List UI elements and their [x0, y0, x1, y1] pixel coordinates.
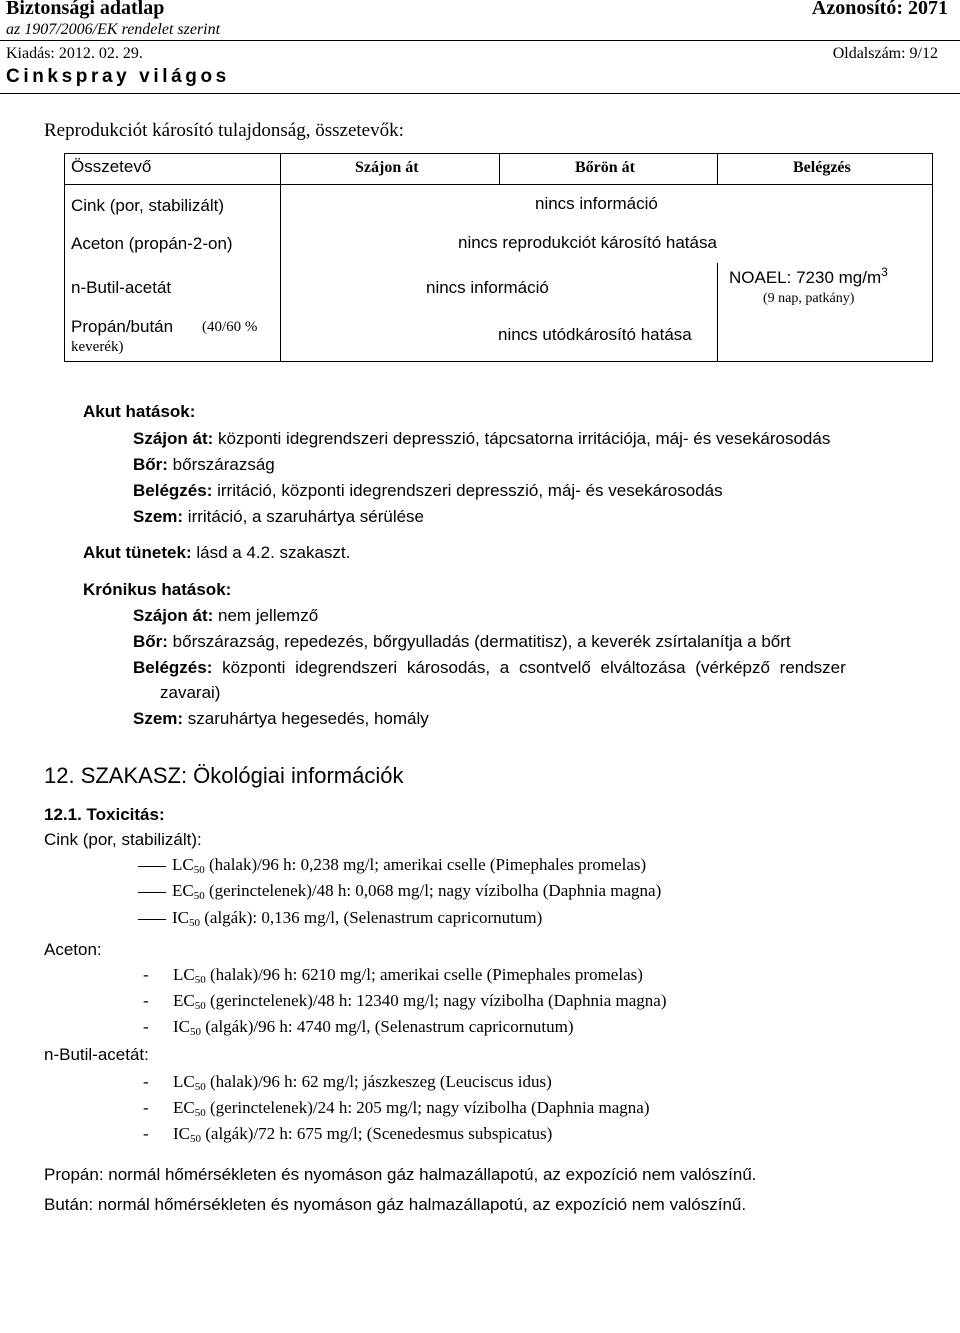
table-header-divider	[65, 184, 932, 185]
propane-note: Propán: normál hőmérsékleten és nyomáson gáz halmazállapotú, az expozíció nem valószínű.	[44, 1165, 757, 1184]
issue-date: Kiadás: 2012. 02. 29.	[6, 45, 143, 62]
component-propane-butane: Propán/bután	[71, 317, 174, 336]
acute-inhalation: Belégzés: irritáció, központi idegrendszeri depresszió, máj- és vesekárosodás	[133, 481, 723, 500]
table-col-divider	[499, 154, 500, 184]
page-number: Oldalszám: 9/12	[832, 45, 938, 62]
chronic-heading: Krónikus hatások:	[83, 580, 232, 599]
tox-butyl-label: n-Butil-acetát:	[44, 1045, 149, 1064]
repro-heading: Reprodukciót károsító tulajdonság, összetevők:	[44, 120, 404, 141]
chronic-inhalation-cont: zavarai)	[160, 683, 221, 702]
table-col-divider	[280, 154, 281, 361]
dash-bullet	[138, 866, 166, 867]
col-header-oral: Szájon át	[355, 159, 419, 176]
col-header-inhalation: Belégzés	[793, 159, 851, 176]
chronic-eye: Szem: szaruhártya hegesedés, homály	[133, 709, 429, 728]
tox-butyl-lc50: - LC50 (halak)/96 h: 62 mg/l; jászkeszeg (Leuciscus idus)	[143, 1072, 552, 1093]
component-zinc: Cink (por, stabilizált)	[71, 196, 225, 215]
value-propane-butane: nincs utódkárosító hatása	[498, 325, 692, 344]
component-acetone: Aceton (propán-2-on)	[71, 234, 233, 253]
acute-symptoms: Akut tünetek: lásd a 4.2. szakaszt.	[83, 543, 351, 562]
regulation-reference: az 1907/2006/EK rendelet szerint	[6, 21, 221, 38]
header-divider-bottom	[0, 93, 960, 94]
component-butyl-acetate: n-Butil-acetát	[71, 278, 172, 297]
value-zinc: nincs információ	[535, 194, 658, 213]
tox-zinc-ec50: EC50 (gerinctelenek)/48 h: 0,068 mg/l; nagy vízibolha (Daphnia magna)	[138, 881, 661, 901]
toxicity-heading: 12.1. Toxicitás:	[44, 805, 165, 824]
table-col-divider	[717, 154, 718, 184]
tox-zinc-ic50: IC50 (algák): 0,136 mg/l, (Selenastrum capricornutum)	[138, 908, 542, 928]
tox-acetone-label: Aceton:	[44, 940, 102, 959]
product-name: Cinkspray világos	[6, 66, 230, 87]
acute-skin: Bőr: bőrszárazság	[133, 455, 275, 474]
header-divider	[0, 40, 960, 41]
chronic-inhalation: Belégzés: központi idegrendszeri károsodás, a csontvelő elváltozása (vérképző rendszer	[133, 658, 846, 677]
value-butyl-oral-dermal: nincs információ	[426, 278, 549, 297]
component-propane-butane-mixture: keverék)	[71, 339, 124, 355]
tox-acetone-ic50: - IC50 (algák)/96 h: 4740 mg/l, (Selenastrum capricornutum)	[143, 1017, 574, 1038]
acute-eye: Szem: irritáció, a szaruhártya sérülése	[133, 507, 425, 526]
col-header-component: Összetevő	[71, 157, 152, 176]
tox-zinc-label: Cink (por, stabilizált):	[44, 830, 202, 849]
value-butyl-inhalation-note: (9 nap, patkány)	[763, 291, 855, 306]
chronic-oral: Szájon át: nem jellemző	[133, 606, 319, 625]
butane-note: Bután: normál hőmérsékleten és nyomáson gáz halmazállapotú, az expozíció nem valószínű.	[44, 1195, 747, 1214]
col-header-dermal: Bőrön át	[575, 159, 635, 176]
document-id: Azonosító: 2071	[811, 0, 948, 19]
chronic-skin: Bőr: bőrszárazság, repedezés, bőrgyulladás (dermatitisz), a keverék zsírtalanítja a bőrt	[133, 632, 791, 651]
value-acetone: nincs reprodukciót károsító hatása	[458, 233, 717, 252]
tox-butyl-ic50: - IC50 (algák)/72 h: 675 mg/l; (Scenedesmus subspicatus)	[143, 1124, 553, 1145]
repro-table	[64, 153, 933, 362]
tox-acetone-lc50: - LC50 (halak)/96 h: 6210 mg/l; amerikai cselle (Pimephales promelas)	[143, 965, 643, 986]
value-butyl-inhalation: NOAEL: 7230 $mg/m^3$	[729, 265, 888, 287]
acute-oral: Szájon át: központi idegrendszeri depresszió, tápcsatorna irritációja, máj- és vesekárosodás	[133, 429, 831, 448]
dash-bullet	[138, 892, 166, 893]
tox-acetone-ec50: - EC50 (gerinctelenek)/48 h: 12340 mg/l; nagy vízibolha (Daphnia magna)	[143, 991, 667, 1012]
component-propane-butane-ratio: (40/60 %	[202, 319, 258, 335]
document-title: Biztonsági adatlap	[6, 0, 165, 19]
table-col-divider	[717, 263, 718, 361]
dash-bullet	[138, 919, 166, 920]
tox-zinc-lc50: LC50 (halak)/96 h: 0,238 mg/l; amerikai cselle (Pimephales promelas)	[138, 855, 646, 875]
tox-butyl-ec50: - EC50 (gerinctelenek)/24 h: 205 mg/l; nagy vízibolha (Daphnia magna)	[143, 1098, 650, 1119]
section12-heading: 12. SZAKASZ: Ökológiai információk	[44, 763, 404, 788]
acute-heading: Akut hatások:	[83, 402, 196, 421]
